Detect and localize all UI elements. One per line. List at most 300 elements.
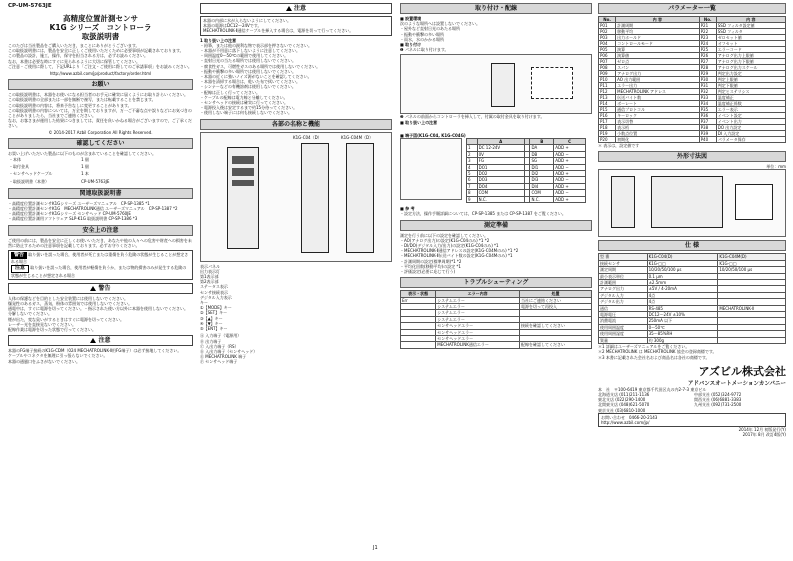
cell: センサヘッドエラー bbox=[436, 335, 520, 341]
cell: DA bbox=[530, 145, 554, 151]
part-label: センサ接続表示 bbox=[200, 289, 228, 295]
panel-cutout-drawing bbox=[491, 63, 515, 107]
handling-item: ・振動や衝撃の多い場所では使用しないでください。 bbox=[200, 68, 296, 74]
warning-triangle-icon bbox=[90, 286, 96, 291]
param-table bbox=[598, 16, 786, 143]
cell: アナログ出力 bbox=[616, 71, 699, 77]
cell: エラー表示 bbox=[716, 107, 785, 113]
warning-list bbox=[8, 296, 193, 332]
terminal-notes bbox=[200, 333, 392, 364]
cell: P07 bbox=[599, 59, 616, 65]
cell: P04 bbox=[599, 41, 616, 47]
website-link[interactable]: http://www.azbil.com/jp/ bbox=[601, 419, 650, 425]
title-line-3: 取扱説明書 bbox=[81, 32, 120, 41]
column-2 bbox=[200, 0, 392, 365]
cell: 測定周期 bbox=[599, 267, 648, 273]
warning-label: 警告 bbox=[11, 252, 27, 259]
cell: 伝送バイト数 bbox=[616, 95, 699, 101]
cell: 8 bbox=[467, 190, 478, 196]
handling-item: ・腐食性ガス，可燃性ガスのある場所では使用しないでください。 bbox=[200, 63, 321, 69]
handling-item: ・鉛筆，または他の鋭利な物で表示部を押さないでください。 bbox=[200, 42, 312, 48]
cell: FG bbox=[477, 158, 524, 164]
cell: P05 bbox=[599, 47, 616, 53]
cell: デジタル入力 bbox=[599, 292, 648, 298]
cell: システムエラー bbox=[436, 297, 520, 303]
contact-box bbox=[598, 413, 786, 427]
edition-2: 2017年 8月 改訂4版(Y) bbox=[742, 432, 786, 438]
section-gaikei: 外形寸法図 bbox=[598, 151, 786, 162]
cell: キーロック bbox=[616, 113, 699, 119]
cell: DI 入力設定 bbox=[716, 131, 785, 137]
onegai-line: この取扱説明書は，本器をお使いになる担当者のお手元に確実に届くようにお取り計らいください。 bbox=[8, 92, 188, 98]
contact-phone: お問い合わせ 0466-20-2143 bbox=[601, 414, 658, 420]
part-label: 第2表示部 bbox=[200, 279, 219, 285]
handling-item: ・本器の近くに強いノイズ源がないことを確認してください。 bbox=[200, 74, 312, 80]
cell: P06 bbox=[599, 53, 616, 59]
cell: 消費電流 bbox=[599, 318, 648, 324]
cell: P08 bbox=[599, 65, 616, 71]
cell: P30 bbox=[699, 77, 716, 83]
cell: P38 bbox=[699, 125, 716, 131]
cell: 当社にご連絡ください bbox=[519, 297, 591, 303]
cell: 表示切替 bbox=[616, 119, 699, 125]
cell: P01 bbox=[599, 23, 616, 29]
cell: SG bbox=[530, 158, 554, 164]
cell: P20 bbox=[599, 137, 616, 143]
spec-note: ＊3 本書に記載された会社名および商品名は各社の商標です。 bbox=[598, 354, 710, 360]
cell: 温度補正 bbox=[716, 95, 785, 101]
company-name: アズビル株式会社 bbox=[698, 364, 786, 378]
office: 関西支社 (06)6881-3383 bbox=[694, 397, 742, 403]
unit-label: 単位：mm bbox=[766, 164, 786, 170]
section-toritsuke: 取り付け・配線 bbox=[400, 3, 592, 14]
sokutei-item: ・平均化回数(移動平均)の設定 *1 bbox=[400, 263, 461, 269]
section-onegai: お願い bbox=[8, 79, 193, 90]
cell: ボーレート bbox=[616, 101, 699, 107]
key-item: ③【▲】キー bbox=[200, 315, 223, 321]
cell: P31 bbox=[699, 83, 716, 89]
th: 表示・状態 bbox=[401, 291, 436, 297]
bracket-drawing bbox=[531, 67, 573, 99]
cell: 4点 bbox=[647, 292, 718, 298]
spec-row bbox=[599, 337, 786, 343]
handling-item: ・本器が不用意に落下しないように注意してください。 bbox=[200, 48, 300, 54]
cell: DO2 bbox=[477, 171, 524, 177]
cell: DI4 bbox=[530, 183, 554, 189]
cell: コントロールモード bbox=[616, 41, 699, 47]
office: 北関東支店 (048)621-5070 bbox=[598, 402, 650, 408]
warning-item: 配線作業は電源を切った状態で行ってください。 bbox=[8, 327, 96, 333]
office: 北海道支店 (011)211-1136 bbox=[598, 391, 650, 397]
handling-heading: 1 取り扱い上の注意 bbox=[200, 37, 237, 43]
handling-item: ・センサヘッドの接続は確実に行ってください。 bbox=[200, 100, 288, 106]
section-anzen: 安全上の注意 bbox=[8, 225, 193, 236]
onegai-line: この取扱説明書の全部または一部を無断で複写，または転載することを禁じます。 bbox=[8, 97, 156, 103]
cell: P29 bbox=[699, 71, 716, 77]
cell: 演算 bbox=[616, 47, 699, 53]
front-panel-drawing bbox=[227, 147, 259, 249]
cell: P19 bbox=[599, 131, 616, 137]
cell: ADD + bbox=[554, 171, 586, 177]
cell: パラメータ保存 bbox=[716, 137, 785, 143]
cell: イベント設定 bbox=[716, 113, 785, 119]
handling-item: ・配線は正しく行ってください。 bbox=[200, 89, 260, 95]
cell: 判定下限値 bbox=[716, 83, 785, 89]
spec-note: ＊2 MECHATROLINK は MECHATROLINK 協会の登録商標です。 bbox=[598, 349, 717, 355]
top-caution-box bbox=[200, 16, 392, 36]
side-outline bbox=[651, 176, 723, 228]
handling-item: ・直射日光の当たる場所では使用しないでください。 bbox=[200, 58, 296, 64]
cell: エラー出力 bbox=[616, 83, 699, 89]
cell: ADD − bbox=[554, 164, 586, 170]
model-label-2: K1G-C04M（D） bbox=[341, 134, 374, 140]
edition-1: 2014年 12月 初版発行(Y) bbox=[738, 427, 786, 433]
section-shiyou: 仕 様 bbox=[598, 240, 786, 251]
intro-line: ご注意・ご使用に際して，下記URLより「ご注文・ご使用に際してのご承諾事項」をお読みください。 bbox=[8, 63, 192, 69]
section-sokutei: 測定準備 bbox=[400, 220, 592, 231]
top-caution-heading: 注意 bbox=[293, 5, 306, 12]
mount-note: ❶ パネルに取り付けます。 bbox=[400, 47, 449, 53]
cell: アナログ出力スケール bbox=[716, 65, 785, 71]
package-qty: 1 本 bbox=[81, 171, 89, 177]
display-3 bbox=[232, 180, 254, 186]
cell: P35 bbox=[699, 107, 716, 113]
onegai-text bbox=[8, 92, 193, 128]
cell: ADD − bbox=[554, 190, 586, 196]
caution-def-text: 取り扱いを誤った場合，使用者が軽傷を負うか，または物的損害のみが発生する危険の状態が生じることが想定される場合 bbox=[11, 265, 187, 278]
doc-id: CP-UM-5763JE bbox=[8, 3, 52, 9]
cell: N.C. bbox=[530, 196, 554, 202]
spec-table bbox=[598, 253, 786, 344]
office-list bbox=[598, 392, 786, 413]
office: 九州支社 (092)731-2500 bbox=[694, 402, 742, 408]
th: B bbox=[530, 139, 554, 145]
cell: 計測範囲 bbox=[599, 280, 648, 286]
cell: 移動平均 bbox=[616, 29, 699, 35]
sokutei-list bbox=[400, 233, 592, 275]
cell: 型 番 bbox=[599, 254, 648, 260]
warning-item: レーザー光を直接見ないでください。 bbox=[8, 321, 76, 327]
cell: DO4 bbox=[477, 183, 524, 189]
onegai-line: なお，お客さまが運用した結果につきましては，責任を負いかねる場合がございますので，ご了承ください。 bbox=[8, 118, 192, 129]
order-url[interactable]: http://www.azbil.com/jp/product/factory/order.html bbox=[49, 71, 152, 77]
bracket-outline bbox=[735, 184, 773, 220]
part-label: キー bbox=[200, 300, 208, 306]
cell: システムエラー bbox=[436, 316, 520, 322]
cell: 温度補正係数 bbox=[716, 101, 785, 107]
cell: 250mA 以下 bbox=[647, 318, 718, 324]
cell: P27 bbox=[699, 59, 716, 65]
th: A bbox=[477, 139, 524, 145]
column-3 bbox=[400, 0, 592, 349]
cell: DO3 bbox=[477, 177, 524, 183]
package-item: ・取付金具 bbox=[9, 164, 29, 170]
cell: 初期化 bbox=[616, 137, 699, 143]
terminal-block-drawing bbox=[400, 138, 462, 200]
cell: 表示桁 bbox=[616, 125, 699, 131]
handling-item: ・本器を清掃する場合は，乾いた布で拭いてください。 bbox=[200, 79, 300, 85]
intro-line: この取扱説明書には，製品を安全に正しくご使用いただくために必要事項が記載されております。 bbox=[8, 48, 184, 54]
package-contents bbox=[8, 156, 128, 185]
terminal-area bbox=[400, 138, 592, 203]
cell: P32 bbox=[699, 89, 716, 95]
cell: P33 bbox=[699, 95, 716, 101]
terminal-note: Ⓔ MECHATROLINK 端子 bbox=[200, 354, 247, 360]
handling-list bbox=[200, 38, 392, 116]
company-division: アドバンスオートメーションカンパニー bbox=[687, 380, 786, 387]
cell: COM bbox=[530, 190, 554, 196]
sokutei-item: ・DI/DO(デジタル入力/出力)の設定(K1G-C04のみ) *1 bbox=[400, 242, 499, 248]
terminal-heading: ■ 端子図(K1G-C04, K1G-C04G) bbox=[400, 132, 466, 138]
cell: P24 bbox=[699, 41, 716, 47]
cell: センサヘッドエラー bbox=[436, 323, 520, 329]
package-item: ・本体 bbox=[9, 157, 21, 163]
cell: P10 bbox=[599, 77, 616, 83]
copyright: © 2014-2017 Azbil Corporation All Rights Reserved. bbox=[48, 129, 153, 135]
cell: P11 bbox=[599, 83, 616, 89]
cell: MECHATROLINK アドレス bbox=[616, 89, 699, 95]
install-heading: ■ 設置環境 bbox=[400, 16, 422, 21]
key-item: ①【MODE】キー bbox=[200, 305, 232, 311]
cell: イベント出力 bbox=[716, 119, 785, 125]
terminal-note: Ⓕ センサヘッド端子 bbox=[200, 359, 238, 365]
kanren-item: ・高精度位置計測用ソフトウェア SLP-K1G 取扱説明書 CP-SP-1386 *3 bbox=[8, 216, 138, 222]
cell: 4点 bbox=[647, 299, 718, 305]
warning-item: 爆発性のあるガス，蒸気，粉体の雰囲気では使用しないでください。 bbox=[8, 301, 133, 307]
cell: K1G-□□ bbox=[647, 260, 718, 266]
mounting-diagram bbox=[400, 54, 592, 114]
sokutei-item: ・計測周期の設定(標準周期)*1 *2 bbox=[400, 258, 462, 264]
cell: DI3 bbox=[530, 177, 554, 183]
cell: ADD + bbox=[554, 196, 586, 202]
model-label-1: K1G-C04（D） bbox=[293, 134, 322, 140]
front-outline bbox=[611, 176, 635, 228]
cell: RS-485 bbox=[647, 305, 718, 311]
column-1 bbox=[8, 0, 193, 364]
warning-item: 人体の保護などを目的とした安全装置には使用しないでください。 bbox=[8, 295, 128, 301]
office: 中部支社 (052)324-9772 bbox=[694, 391, 742, 397]
cell: 質量 bbox=[599, 337, 648, 343]
cell: DC 12-24V bbox=[477, 145, 524, 151]
cell: K1G-C04(D) bbox=[647, 254, 718, 260]
cell: K1G-C04M(D) bbox=[718, 254, 786, 260]
cell: ADD − bbox=[554, 177, 586, 183]
top-caution-item: 本器の内部に水が入らないようにしてください。 bbox=[203, 18, 291, 23]
terminal-note: Ⓒ 入出力端子（RS） bbox=[200, 343, 239, 349]
cell: P12 bbox=[599, 89, 616, 95]
cell: 最小表示単位 bbox=[599, 273, 648, 279]
title-line-1: 高精度位置計測センサ bbox=[63, 14, 138, 23]
handling-item: ・電源投入後は安定するまで約15分待ってください。 bbox=[200, 105, 298, 111]
part-label: 出力表示灯 bbox=[200, 268, 220, 274]
kanren-item: ・高精度位置計測センサK1Gシリーズ ユーザーズマニュアル CP-SP-1385 *1 bbox=[8, 200, 150, 206]
cell: P16 bbox=[599, 113, 616, 119]
cell: P21 bbox=[699, 23, 716, 29]
cell: ADD − bbox=[554, 151, 586, 157]
section-warning bbox=[8, 283, 193, 294]
onegai-line: この取扱説明書の内容は，将来予告なしに変更することがあります。 bbox=[8, 102, 132, 108]
cell: アナログ出力下限値 bbox=[716, 59, 785, 65]
kanren-item: ・高精度位置計測センサK1Gシリーズ センサヘッド CP-UM-5760JE bbox=[8, 211, 131, 217]
warning-item: 煙が出た，変な臭いがするときはすぐに電源を切ってください。 bbox=[8, 316, 124, 322]
side-view-drawing-1 bbox=[301, 143, 329, 253]
intro-text bbox=[8, 43, 193, 69]
cell: 5 bbox=[467, 171, 478, 177]
cell: アナログ出力上限値 bbox=[716, 53, 785, 59]
cell: MECHATROLINK通信エラー bbox=[436, 342, 520, 348]
cell: P17 bbox=[599, 119, 616, 125]
onegai-line: この取扱説明書の内容については，万全を期しておりますが，万一ご不審な点や誤りなどにお気づきのことがありましたら，当社までご連絡ください。 bbox=[8, 107, 192, 119]
caution-triangle-icon bbox=[286, 6, 292, 11]
cell: P36 bbox=[699, 113, 716, 119]
page-number: J1 bbox=[373, 545, 378, 551]
anzen-intro: ご使用の前には，製品を安全に正しくお使いいただき，あなたや他の人々への危害や財産への損害を未然に防止するための注意事項を記載しております。必ずお守りください。 bbox=[8, 237, 192, 248]
cell: 電源電圧 bbox=[599, 312, 648, 318]
cell: ADD + bbox=[554, 145, 586, 151]
cell: P40 bbox=[699, 137, 716, 143]
cell: DI2 bbox=[530, 171, 554, 177]
cell: P34 bbox=[699, 101, 716, 107]
cell: P03 bbox=[599, 35, 616, 41]
key-item: ⑤【ENT】キー bbox=[200, 326, 228, 332]
cell: P37 bbox=[699, 119, 716, 125]
cell: P02 bbox=[599, 29, 616, 35]
cell: 計測周期 bbox=[616, 23, 699, 29]
cell: 接続センサ bbox=[599, 260, 648, 266]
cell: DC12～24V ±10% bbox=[647, 312, 718, 318]
display-2 bbox=[232, 168, 254, 176]
section-top-caution bbox=[200, 3, 392, 14]
th: エラー内容 bbox=[436, 291, 520, 297]
part-label: 表示パネル bbox=[200, 263, 220, 269]
reference-text: ・設定方法，操作手順詳細については，CP-SP-1385 または CP-SP-1387 をご覧ください。 bbox=[400, 211, 566, 217]
trouble-row bbox=[401, 342, 592, 348]
caution-definition bbox=[11, 265, 190, 277]
cell: エラーコード bbox=[716, 47, 785, 53]
cell: 0.1 μm bbox=[647, 273, 718, 279]
package-qty: CP-UM-5763JE bbox=[81, 178, 110, 184]
part-label: 第1表示部 bbox=[200, 274, 219, 280]
cell: 使用周囲湿度 bbox=[599, 331, 648, 337]
cell: 10/20/50/100 μs bbox=[718, 267, 786, 273]
cell: 3 bbox=[467, 158, 478, 164]
install-caution-heading: ■ 取り扱い上の注意 bbox=[400, 119, 438, 125]
cell: COM bbox=[477, 190, 524, 196]
cell: 9 bbox=[467, 196, 478, 202]
spec-note: ＊1 詳細はユーザーズマニュアルをご覧ください。 bbox=[598, 344, 690, 350]
package-item: ・センサヘッドケーブル bbox=[9, 171, 53, 177]
cell: システムエラー bbox=[436, 303, 520, 309]
th: 内 容 bbox=[716, 17, 785, 23]
cell: 7 bbox=[467, 183, 478, 189]
cell: 出力ホールド bbox=[616, 35, 699, 41]
cell: 通信プロトコル bbox=[616, 107, 699, 113]
intro-line: なお，本書は必要な時にすぐに見られるように大切に保管してください。 bbox=[8, 58, 140, 64]
office: 東京支社 (03)6810-1000 bbox=[598, 407, 646, 413]
cell: 判定出力設定 bbox=[716, 71, 785, 77]
cell bbox=[718, 337, 786, 343]
section-kakubu: 各部の名称と機能 bbox=[200, 119, 392, 130]
package-row bbox=[8, 178, 128, 185]
cell: DO 出力設定 bbox=[716, 125, 785, 131]
office: 東北支店 (022)290-1400 bbox=[598, 397, 646, 403]
install-line: 次のような場所へは設置しないでください。 bbox=[400, 21, 480, 27]
cell: 6 bbox=[467, 177, 478, 183]
param-note: ＊ 表示は，設定値です bbox=[598, 143, 640, 148]
top-caution-item: MECHATROLINK-Ⅱ通信ケーブルを挿入する場合は，電源を切って行ってください。 bbox=[203, 28, 354, 34]
cell: システムエラー bbox=[436, 310, 520, 316]
caution-item: 本器の通風口をふさがないでください。 bbox=[8, 358, 80, 364]
cell: P18 bbox=[599, 125, 616, 131]
parts-diagram bbox=[200, 132, 392, 262]
cell: SSD フィルタ bbox=[716, 29, 785, 35]
cell: スパン bbox=[616, 65, 699, 71]
intro-line: この製品の設計，施工，操作，保守を担当される方は，必ずお読みください。 bbox=[8, 53, 148, 59]
install-line: ・振動や衝撃の多い場所 bbox=[400, 31, 444, 37]
cell: P14 bbox=[599, 101, 616, 107]
th: No. bbox=[599, 17, 616, 23]
company-address: 本 社 〒100-6419 東京都千代田区丸の内2-7-3 東京ビル bbox=[598, 386, 707, 392]
cell: 通信 bbox=[599, 305, 648, 311]
cell: オフセット bbox=[716, 41, 785, 47]
cell: 0～50℃ bbox=[647, 324, 718, 330]
title-line-2: K1G シリーズ コントローラ bbox=[49, 23, 152, 32]
cell: 演算値 bbox=[616, 53, 699, 59]
terminal-note: Ⓓ 入出力端子（センサヘッド） bbox=[200, 348, 258, 354]
top-caution-item: 本器の電源はDC12～24Vです。 bbox=[203, 23, 262, 29]
package-row bbox=[8, 170, 128, 177]
handling-item: ・ケーブルの配線は電力線と分離してください。 bbox=[200, 94, 288, 100]
install-line: ・雨水，水のかかる場所 bbox=[400, 36, 444, 42]
cell: P13 bbox=[599, 95, 616, 101]
reference-heading: ■ 参 考 bbox=[400, 206, 415, 212]
cell: ±5V / 4-20mA bbox=[647, 286, 718, 292]
handling-item: ・シンナーなどの有機溶剤は使用しないでください。 bbox=[200, 84, 296, 90]
dimension-drawing bbox=[598, 169, 786, 237]
cell: AO 出力範囲 bbox=[616, 77, 699, 83]
cell: P23 bbox=[699, 35, 716, 41]
cell: P39 bbox=[699, 131, 716, 137]
cell: 10/20/50/100 μs bbox=[647, 267, 718, 273]
mount-heading: ■ 取り付け bbox=[400, 42, 422, 48]
cell: P28 bbox=[699, 65, 716, 71]
cell: DO1 bbox=[477, 164, 524, 170]
kanren-item: ・高精度位置計測センサK1G MECHATROLINK通信 ユーザーズマニュアル CP-SP-1387 *2 bbox=[8, 206, 178, 212]
package-qty: 1 個 bbox=[81, 157, 89, 163]
cell: ±2.5mm bbox=[647, 280, 718, 286]
cell: 電源を切って再投入 bbox=[519, 303, 591, 309]
intro-line: このたびは当社製品をご購入いただき，まことにありがとうございます。 bbox=[8, 43, 140, 48]
cell: SSD フィルタ設定値 bbox=[716, 23, 785, 29]
cell: 判定上限値 bbox=[716, 77, 785, 83]
terminal-note: Ⓑ 出力端子 bbox=[200, 338, 222, 344]
cell: Err bbox=[401, 297, 436, 303]
section-param: パラメーター一覧 bbox=[598, 3, 786, 14]
caution-triangle-icon bbox=[90, 338, 96, 343]
section-kakunin: 確認してください bbox=[8, 138, 193, 149]
install-line: ・屋外など直射日光のあたる場所 bbox=[400, 26, 460, 32]
display-1 bbox=[232, 156, 254, 164]
caution-heading: 注意 bbox=[98, 337, 111, 345]
warning-item: 通電中は，すぐに電源を切ってください。・指示された使い方以外に本器を使用しないでください。 bbox=[8, 306, 188, 312]
cell: 使用周囲温度 bbox=[599, 324, 648, 330]
section-caution-bottom bbox=[8, 335, 193, 346]
cell bbox=[401, 342, 436, 348]
warning-item: 分解しないでください。 bbox=[8, 311, 52, 317]
warning-definition bbox=[11, 252, 190, 264]
cell: P15 bbox=[599, 107, 616, 113]
kanren-list bbox=[8, 201, 193, 222]
